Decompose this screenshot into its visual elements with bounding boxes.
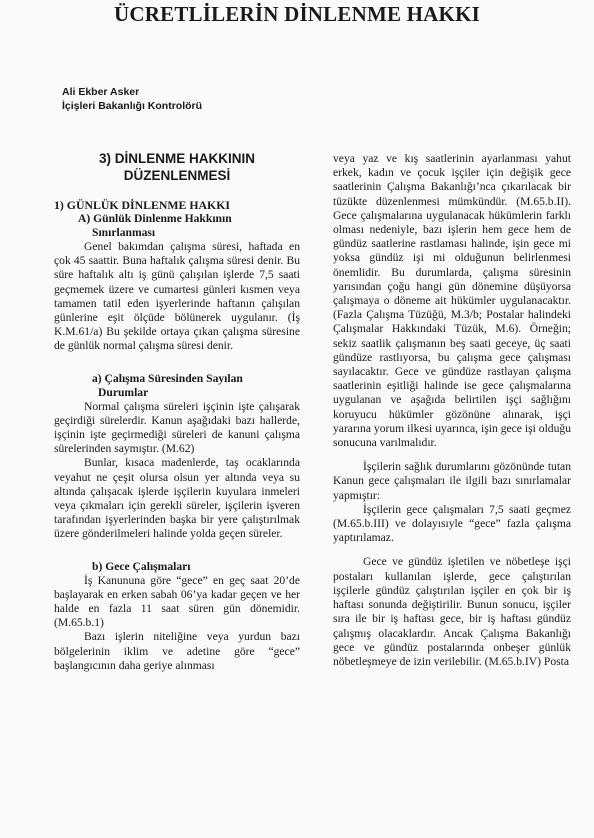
article-title: ÜCRETLİLERİN DİNLENME HAKKI: [114, 2, 480, 26]
paragraph: Gece ve gündüz işletilen ve nöbetleşe işçi postaları kullanılan işlerde, gece çalıştırılan işçilerle gündüz çalıştırılan işçiler en çok bir iş haftası sonunda değiştirilir. Bunun sonucu, işçiler sıra ile bir iş haftası gece, bir iş haftası gündüz çalışmış olacaklardır. Ancak Çalışma Bakanlığı gece ve gündüz postalarında onbeşer günlük nöbetleşmeye de izin verilebilir. (M.65.b.IV) Posta: [333, 555, 571, 668]
paragraph: Normal çalışma süreleri işçinin işte çalışarak geçirdiği sürelerdir. Kanun aşağıdaki bazı hallerde, işçinin işte geçirmediği süreleri de kanuni çalışma sürelerinden saymıştır. (M.62): [54, 399, 300, 456]
subheading-a: A) Günlük Dinlenme Hakkının: [78, 212, 232, 225]
section-title-line-1: 3) DİNLENME HAKKININ: [98, 151, 255, 166]
section-title: [54, 150, 300, 184]
author-block: [62, 85, 202, 113]
paragraph: Genel bakımdan çalışma süresi, haftada en çok 45 saattir. Buna haftalık çalışma süresi denir. Bu süre haftalık altı iş günü çalışılan işlerde 7,5 saati geçmemek üzere ve cumartesi günleri kısmen veya tamamen tatil eden işyerlerinde haftanın çalışılan günlerine eşit ölçüde bölünerek uygulanır. (İş K.M.61/a) Bu şekilde ortaya çıkan çalışma süresine de günlük normal çalışma süresi denir.: [54, 240, 300, 353]
paragraph: İş Kanununa göre “gece” en geç saat 20’de başlayarak en erken sabah 06’ya kadar geçen ve her halde en fazla 11 saat süren gün dönemidir. (M.65.b.1): [54, 573, 300, 630]
right-column: [333, 152, 571, 669]
subheading-a-cont: Sınırlanması: [92, 226, 156, 239]
subheading-working-time: [54, 372, 300, 400]
subheading-night-work: b) Gece Çalışmaları: [92, 559, 191, 573]
left-column: [54, 150, 300, 673]
author-name: Ali Ekber Asker: [62, 86, 140, 98]
subheading-working-time-line-1: a) Çalışma Süresinden Sayılan: [92, 371, 243, 385]
heading-daily-rest: 1) GÜNLÜK DİNLENME HAKKI: [54, 198, 230, 212]
section-title-line-2: DÜZENLENMESİ: [123, 168, 231, 183]
author-role: İçişleri Bakanlığı Kontrolörü: [62, 100, 203, 112]
subheading-working-time-line-2: Durumlar: [98, 385, 149, 399]
paragraph: İşçilerin sağlık durumlarını gözönünde tutan Kanun gece çalışmaları ile ilgili bazı sınırlamalar yapmıştır:: [333, 460, 571, 502]
paragraph: İşçilerin gece çalışmaları 7,5 saati geçmez (M.65.b.III) ve dolayısıyle “gece” fazla çalışma yaptırılamaz.: [333, 502, 571, 545]
paragraph: Bunlar, kısaca madenlerde, taş ocaklarında veyahut ne çeşit olursa olsun yer altında veya su altında çalışacak işlerde işçilerin kuyulara inmeleri veya çıkmaları için gerekli süreler, işçilerin işveren tarafından işyerlerinden başka bir yere çalıştırılmak üzere gönderilmeleri halinde yolda geçen süreler.: [54, 456, 300, 541]
paragraph: Bazı işlerin niteliğine veya yurdun bazı bölgelerinin iklim ve adetine göre “gece” başlangıcının daha geriye alınması: [54, 630, 300, 672]
paragraph: veya yaz ve kış saatlerinin ayarlanması yahut erkek, kadın ve çocuk işçiler için değişik gece saatlerinin Çalışma Bakanlığı’nca çıkarılacak bir tüzükte düzenlenmesi mümkündür. (M.65.b.II). Gece çalışmalarına uygulanacak hükümlerin farklı olması nedeniyle, bazı işlerin hem gece hem de gündüz saatlerine rastlaması halinde, işin gece mi yoksa gündüz işi mi olduğunun belirlenmesi önemlidir. Bu durumlarda, çalışma süresinin yarısından çoğu hangi gün dönemine düşüyorsa çalışmaya o döneme ait hükümler uygulanacaktır. (Fazla Çalışma Tüzüğü, M.3/b; Postalar halindeki Çalışmalar Hakkındaki Tüzük, M.6). Örneğin; sekiz saatlik çalışmanın beş saati geceye, üç saati gündüze rastlıyorsa, bu çalışma gece çalışması sayılacaktır. Gece ve gündüze rastlayan çalışma saatlerinin eşitliği halinde ise gece çalışmalarına uygulanan ve aşağıda belirtilen işçi sağlığını koruyucu hükümler gözönüne alınarak, işçi yararına yorum ilkesi uyarınca, işin gece işi olduğu sonucuna varılmalıdır.: [333, 152, 571, 450]
